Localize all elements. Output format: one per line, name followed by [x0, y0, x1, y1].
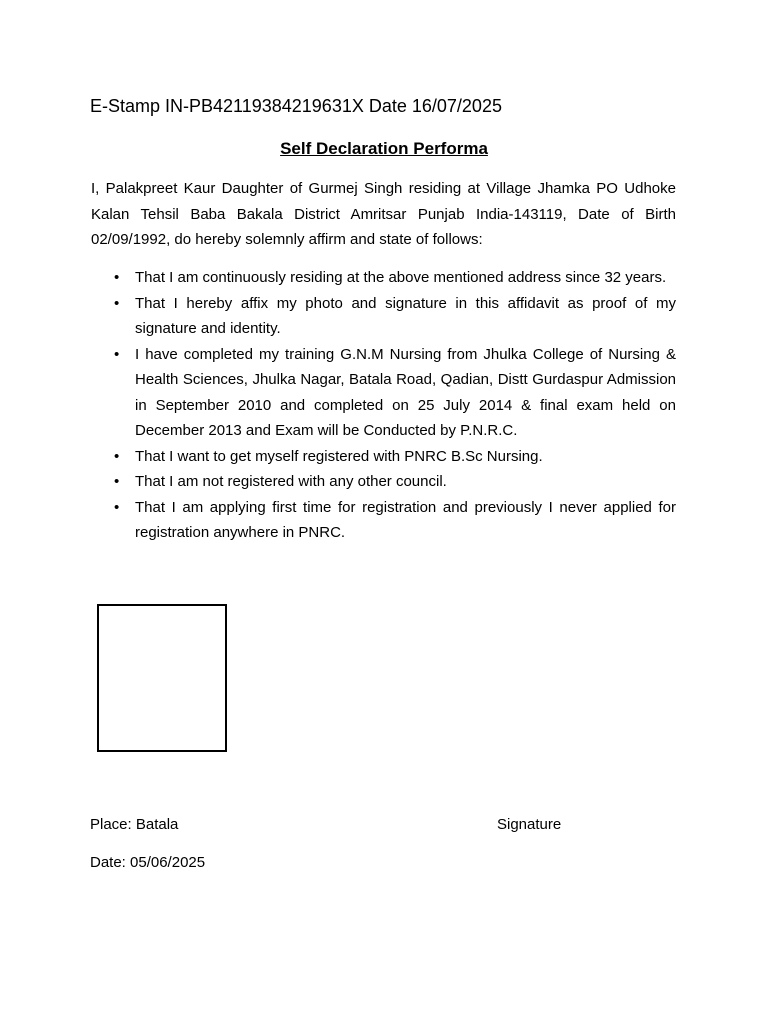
- declaration-text: That I am applying first time for registration and previously I never applied for registration anywhere in PNRC.: [135, 498, 676, 541]
- date-label: Date: 05/06/2025: [90, 854, 206, 871]
- declaration-list: [91, 265, 676, 546]
- declaration-text: That I want to get myself registered with PNRC B.Sc Nursing.: [135, 447, 543, 465]
- bullet-icon: •: [114, 294, 120, 312]
- document-title: Self Declaration Performa: [280, 139, 488, 158]
- declaration-item: [91, 469, 676, 495]
- place-label: Place: Batala: [90, 816, 179, 833]
- declaration-item: [91, 495, 676, 546]
- declaration-item: [91, 342, 676, 444]
- declaration-item: [91, 265, 676, 291]
- declaration-item: [91, 291, 676, 342]
- declaration-text: I have completed my training G.N.M Nursing from Jhulka College of Nursing & Health Sciences, Jhulka Nagar, Batala Road, Qadian, Distt Gurdaspur Admission in September 2010 and completed on 25 July 2014 & final exam held on December 2013 and Exam will be Conducted by P.N.R.C.: [135, 345, 676, 439]
- bullet-icon: •: [114, 269, 120, 286]
- estamp-line: E-Stamp IN-PB42119384219631X Date 16/07/2025: [90, 96, 502, 116]
- bullet-icon: •: [114, 447, 120, 465]
- declaration-text: That I am not registered with any other council.: [135, 473, 447, 490]
- intro-paragraph: I, Palakpreet Kaur Daughter of Gurmej Singh residing at Village Jhamka PO Udhoke Kalan Tehsil Baba Bakala District Amritsar Punjab India-143119, Date of Birth 02/09/1992, do hereby solemnly affirm and state of follows:: [91, 180, 676, 248]
- bullet-icon: •: [114, 473, 120, 490]
- declaration-text: That I am continuously residing at the above mentioned address since 32 years.: [135, 269, 667, 286]
- declaration-text: That I hereby affix my photo and signature in this affidavit as proof of my signature and identity.: [135, 294, 676, 337]
- photo-placeholder-box: [97, 604, 227, 752]
- bullet-icon: •: [114, 498, 120, 516]
- signature-label: Signature: [497, 816, 562, 833]
- declaration-item: [91, 444, 676, 470]
- bullet-icon: •: [114, 345, 120, 363]
